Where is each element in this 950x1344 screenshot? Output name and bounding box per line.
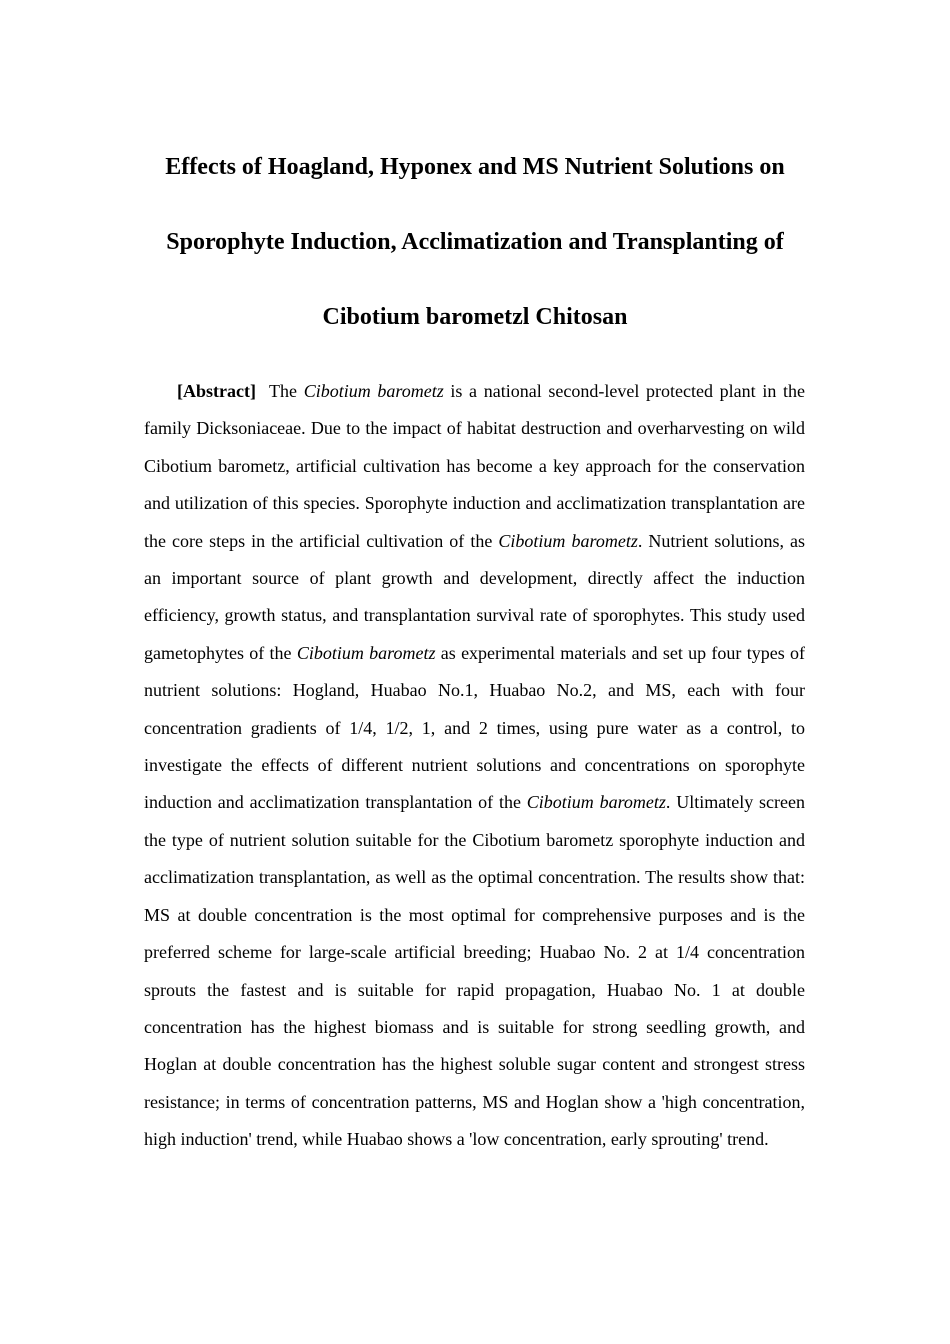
abstract-label: [Abstract]: [177, 381, 256, 401]
abstract-text: is a national second-level protected plant in the family Dicksoniaceae. Due to the impact of habitat destruction and overharvesting on wild Cibotium barometz, artificial cultivation has become a key approach for the conservation and utilization of this species. Sporophyte induction and acclimatization transplantation are the core steps in the artificial cultivation of the: [144, 381, 805, 551]
species-name-italic: Cibotium barometz: [303, 381, 444, 401]
title-line-3: Cibotium barometzl Chitosan: [322, 304, 628, 330]
title-line-2: Sporophyte Induction, Acclimatization and Transplanting of: [166, 229, 784, 255]
title-line-1: Effects of Hoagland, Hyponex and MS Nutrient Solutions on: [165, 154, 785, 180]
abstract-label-gap: [256, 381, 269, 401]
abstract-text: as experimental materials and set up four types of nutrient solutions: Hogland, Huabao No.1, Huabao No.2, and MS, each with four concentration gradients of 1/4, 1/2, 1, and 2 times, using pure water as a control, to investigate the effects of different nutrient solutions and concentrations on sporophyte induction and acclimatization transplantation of the: [144, 642, 805, 813]
abstract-text: . Nutrient solutions, as an important source of plant growth and development, directly affect the induction efficiency, growth status, and transplantation survival rate of sporophytes. This study used gametophytes of the: [144, 530, 805, 663]
abstract-paragraph: [144, 373, 805, 1159]
species-name-italic: Cibotium barometz: [498, 530, 638, 551]
species-name-italic: Cibotium barometz: [526, 792, 666, 813]
paper-title: [120, 130, 830, 355]
species-name-italic: Cibotium barometz: [296, 642, 436, 663]
abstract-text: . Ultimately screen the type of nutrient solution suitable for the Cibotium barometz sporophyte induction and acclimatization transplantation, as well as the optimal concentration. The results show that: MS at double concentration is the most optimal for comprehensive purposes and is the preferred scheme for large-scale artificial breeding; Huabao No. 2 at 1/4 concentration sprouts the fastest and is suitable for rapid propagation, Huabao No. 1 at double concentration has the highest biomass and is suitable for strong seedling growth, and Hoglan at double concentration has the highest soluble sugar content and strongest stress resistance; in terms of concentration patterns, MS and Hoglan show a 'high concentration, high induction' trend, while Huabao shows a 'low concentration, early sprouting' trend.: [144, 792, 805, 1150]
abstract-text: The: [269, 381, 304, 401]
